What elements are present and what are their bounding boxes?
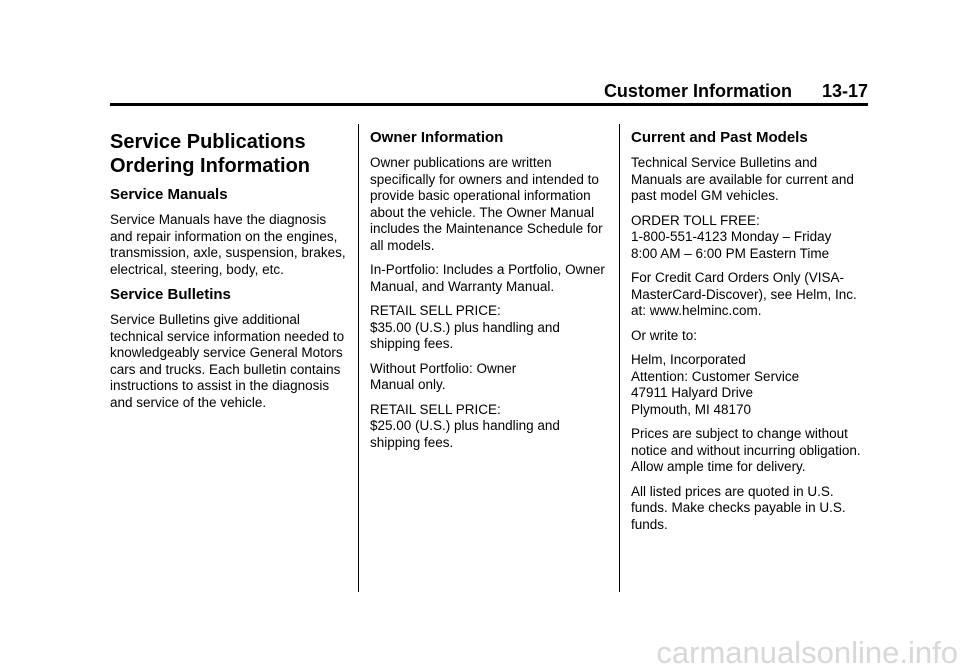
- owner-information-heading: Owner Information: [370, 129, 504, 146]
- service-manuals-text: Service Manuals have the diagnosis and repair information on the engines, transmission, axle, suspension, brakes, electrical, steering, body, etc.: [110, 212, 346, 277]
- mailing-address: Helm, Incorporated Attention: Customer Service 47911 Halyard Drive Plymouth, MI 48170: [631, 352, 800, 417]
- watermark: carmanualsonline.info: [656, 635, 958, 670]
- service-manuals-heading: Service Manuals: [110, 186, 228, 203]
- column-divider-2: [619, 124, 620, 592]
- service-bulletins-text: Service Bulletins give additional technical service information needed to knowledgeably service General Motors cars and trucks. Each bulletin contains instructions to assist in the diagnosis and service of the vehicle.: [110, 312, 345, 410]
- owner-info-paragraph-2: In-Portfolio: Includes a Portfolio, Owner Manual, and Warranty Manual.: [370, 262, 605, 294]
- column-left: [110, 120, 350, 419]
- owner-info-paragraph-4: Without Portfolio: Owner Manual only.: [370, 360, 517, 392]
- credit-card-orders: For Credit Card Orders Only (VISA-MasterCard-Discover), see Helm, Inc. at: www.helminc.com.: [631, 270, 857, 318]
- models-paragraph-1: Technical Service Bulletins and Manuals are available for current and past model GM vehicles.: [631, 155, 854, 203]
- section-title: Customer Information: [603, 81, 792, 101]
- column-middle: [370, 120, 610, 459]
- order-toll-free: ORDER TOLL FREE: 1-800-551-4123 Monday – Friday 8:00 AM – 6:00 PM Eastern Time: [631, 212, 832, 261]
- prices-in-us-funds: All listed prices are quoted in U.S. funds. Make checks payable in U.S. funds.: [631, 483, 846, 532]
- page-title: Service Publications Ordering Information: [110, 131, 310, 177]
- prices-subject-to-change: Prices are subject to change without notice and without incurring obligation. Allow ample time for delivery.: [631, 426, 861, 474]
- or-write-to: Or write to:: [631, 327, 698, 343]
- retail-price-in-portfolio: RETAIL SELL PRICE: $35.00 (U.S.) plus handling and shipping fees.: [370, 303, 560, 351]
- page-number: 13-17: [821, 81, 868, 101]
- header-rule: [110, 103, 868, 106]
- owner-info-paragraph-1: Owner publications are written specifically for owners and intended to provide basic operational information about the vehicle. The Owner Manual includes the Maintenance Schedule for all models.: [370, 155, 603, 253]
- column-divider-1: [358, 124, 359, 592]
- current-past-models-heading: Current and Past Models: [631, 129, 808, 146]
- running-header: [110, 80, 868, 102]
- service-bulletins-heading: Service Bulletins: [110, 286, 231, 303]
- retail-price-without-portfolio: RETAIL SELL PRICE: $25.00 (U.S.) plus handling and shipping fees.: [370, 401, 560, 450]
- column-right: [631, 120, 871, 541]
